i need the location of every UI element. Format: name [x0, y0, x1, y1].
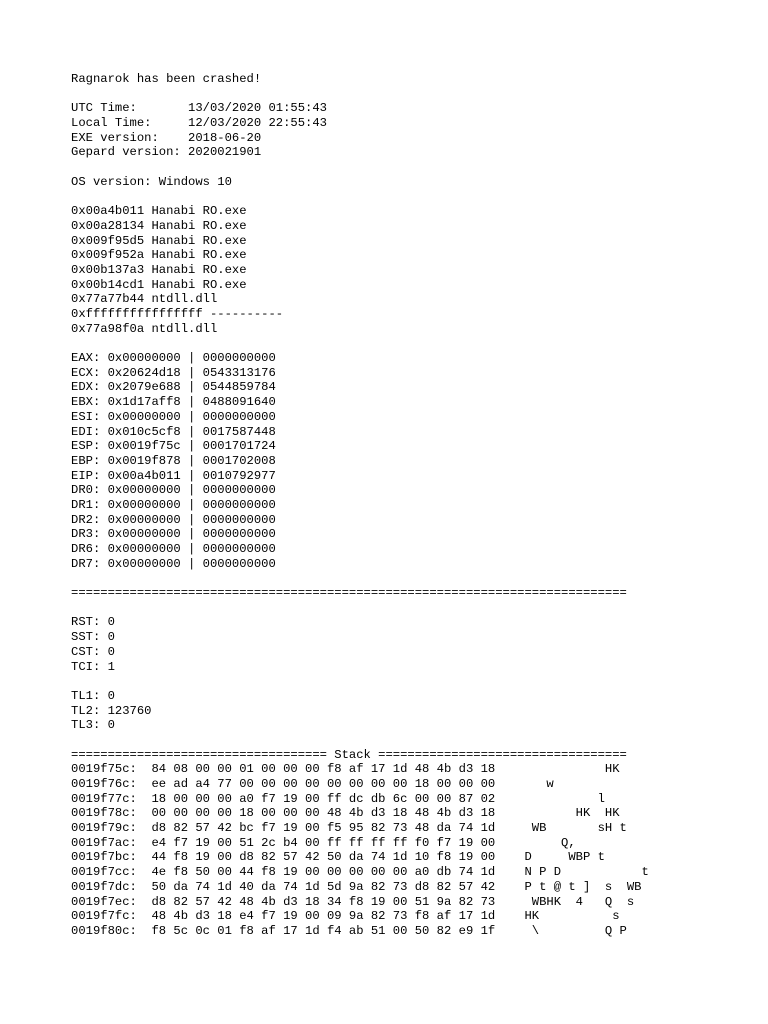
register-row: DR0: 0x00000000 | 0000000000: [71, 483, 276, 498]
blank-line: [71, 733, 751, 748]
stack-dump-row: 0019f80c: f8 5c 0c 01 f8 af 17 1d f4 ab 51 00 50 82 e9 1f \ Q P: [71, 923, 627, 938]
stack-dump-row: 0019f7ac: e4 f7 19 00 51 2c b4 00 ff ff ff ff f0 f7 19 00 Q,: [71, 835, 576, 850]
tl-row: TL2: 123760: [71, 703, 152, 718]
stack-dump-section: [71, 762, 751, 938]
callstack-frame: 0x009f95d5 Hanabi RO.exe: [71, 233, 247, 248]
stack-dump-row: 0019f7dc: 50 da 74 1d 40 da 74 1d 5d 9a 82 73 d8 82 57 42 P t @ t ] s WB: [71, 879, 642, 894]
stack-dump-row: 0019f7ec: d8 82 57 42 48 4b d3 18 34 f8 19 00 51 9a 82 73 WBHK 4 Q s: [71, 894, 635, 909]
flag-row: TCI: 1: [71, 659, 115, 674]
blank-line: [71, 571, 751, 586]
stack-dump-row: 0019f7bc: 44 f8 19 00 d8 82 57 42 50 da 74 1d 10 f8 19 00 D WBP t: [71, 850, 605, 865]
register-row: EBX: 0x1d17aff8 | 0488091640: [71, 395, 276, 410]
stack-dump-row: 0019f7cc: 4e f8 50 00 44 f8 19 00 00 00 00 00 a0 db 74 1d N P D t: [71, 865, 649, 880]
callstack-frame: 0x009f952a Hanabi RO.exe: [71, 248, 247, 263]
tl-row: TL3: 0: [71, 718, 115, 733]
callstack-frame: 0x77a98f0a ntdll.dll: [71, 321, 218, 336]
flag-row: SST: 0: [71, 630, 115, 645]
utc-time-line: UTC Time: 13/03/2020 01:55:43: [71, 101, 327, 116]
register-row: ESP: 0x0019f75c | 0001701724: [71, 439, 276, 454]
local-time-line: Local Time: 12/03/2020 22:55:43: [71, 116, 327, 131]
flag-row: CST: 0: [71, 644, 115, 659]
tl-section: [71, 689, 751, 733]
register-row: EAX: 0x00000000 | 0000000000: [71, 351, 276, 366]
stack-dump-row: 0019f76c: ee ad a4 77 00 00 00 00 00 00 00 00 18 00 00 00 w: [71, 777, 554, 791]
crash-report: [71, 72, 751, 939]
callstack-frame: 0x00b14cd1 Hanabi RO.exe: [71, 277, 247, 292]
flags-section: [71, 615, 751, 674]
register-row: EBP: 0x0019f878 | 0001702008: [71, 453, 276, 468]
blank-line: [71, 674, 751, 689]
stack-dump-row: 0019f78c: 00 00 00 00 18 00 00 00 48 4b d3 18 48 4b d3 18 HK HK: [71, 806, 620, 821]
register-row: EIP: 0x00a4b011 | 0010792977: [71, 468, 276, 483]
blank-line: [71, 87, 751, 102]
register-row: ESI: 0x00000000 | 0000000000: [71, 409, 276, 424]
exe-version-line: EXE version: 2018-06-20: [71, 130, 262, 145]
report-title: Ragnarok has been crashed!: [71, 72, 262, 86]
register-row: EDX: 0x2079e688 | 0544859784: [71, 380, 276, 395]
gepard-version-line: Gepard version: 2020021901: [71, 145, 262, 160]
callstack-section: [71, 204, 751, 336]
stack-dump-row: 0019f79c: d8 82 57 42 bc f7 19 00 f5 95 82 73 48 da 74 1d WB sH t: [71, 821, 627, 836]
tl-row: TL1: 0: [71, 688, 115, 703]
register-row: DR3: 0x00000000 | 0000000000: [71, 527, 276, 542]
callstack-frame: 0x00b137a3 Hanabi RO.exe: [71, 262, 247, 277]
callstack-frame: 0x00a4b011 Hanabi RO.exe: [71, 204, 247, 219]
stack-dump-row: 0019f75c: 84 08 00 00 01 00 00 00 f8 af 17 1d 48 4b d3 18 HK: [71, 762, 620, 777]
callstack-frame: 0x77a77b44 ntdll.dll: [71, 292, 218, 307]
time-info-section: [71, 101, 751, 160]
blank-line: [71, 190, 751, 205]
separator-line: ============================================================================: [71, 586, 627, 601]
registers-section: [71, 351, 751, 571]
blank-line: [71, 160, 751, 175]
register-row: DR6: 0x00000000 | 0000000000: [71, 542, 276, 556]
blank-line: [71, 336, 751, 351]
flag-row: RST: 0: [71, 615, 115, 630]
register-row: ECX: 0x20624d18 | 0543313176: [71, 365, 276, 380]
register-row: DR7: 0x00000000 | 0000000000: [71, 556, 276, 571]
callstack-frame: 0xffffffffffffffff ----------: [71, 307, 284, 321]
stack-header: =================================== Stack ==================================: [71, 747, 627, 762]
register-row: DR1: 0x00000000 | 0000000000: [71, 497, 276, 512]
stack-dump-row: 0019f77c: 18 00 00 00 a0 f7 19 00 ff dc db 6c 00 00 87 02 l: [71, 791, 605, 806]
register-row: DR2: 0x00000000 | 0000000000: [71, 512, 276, 527]
os-version-line: OS version: Windows 10: [71, 174, 232, 189]
callstack-frame: 0x00a28134 Hanabi RO.exe: [71, 218, 247, 233]
stack-dump-row: 0019f7fc: 48 4b d3 18 e4 f7 19 00 09 9a 82 73 f8 af 17 1d HK s: [71, 909, 620, 924]
blank-line: [71, 601, 751, 616]
register-row: EDI: 0x010c5cf8 | 0017587448: [71, 424, 276, 439]
